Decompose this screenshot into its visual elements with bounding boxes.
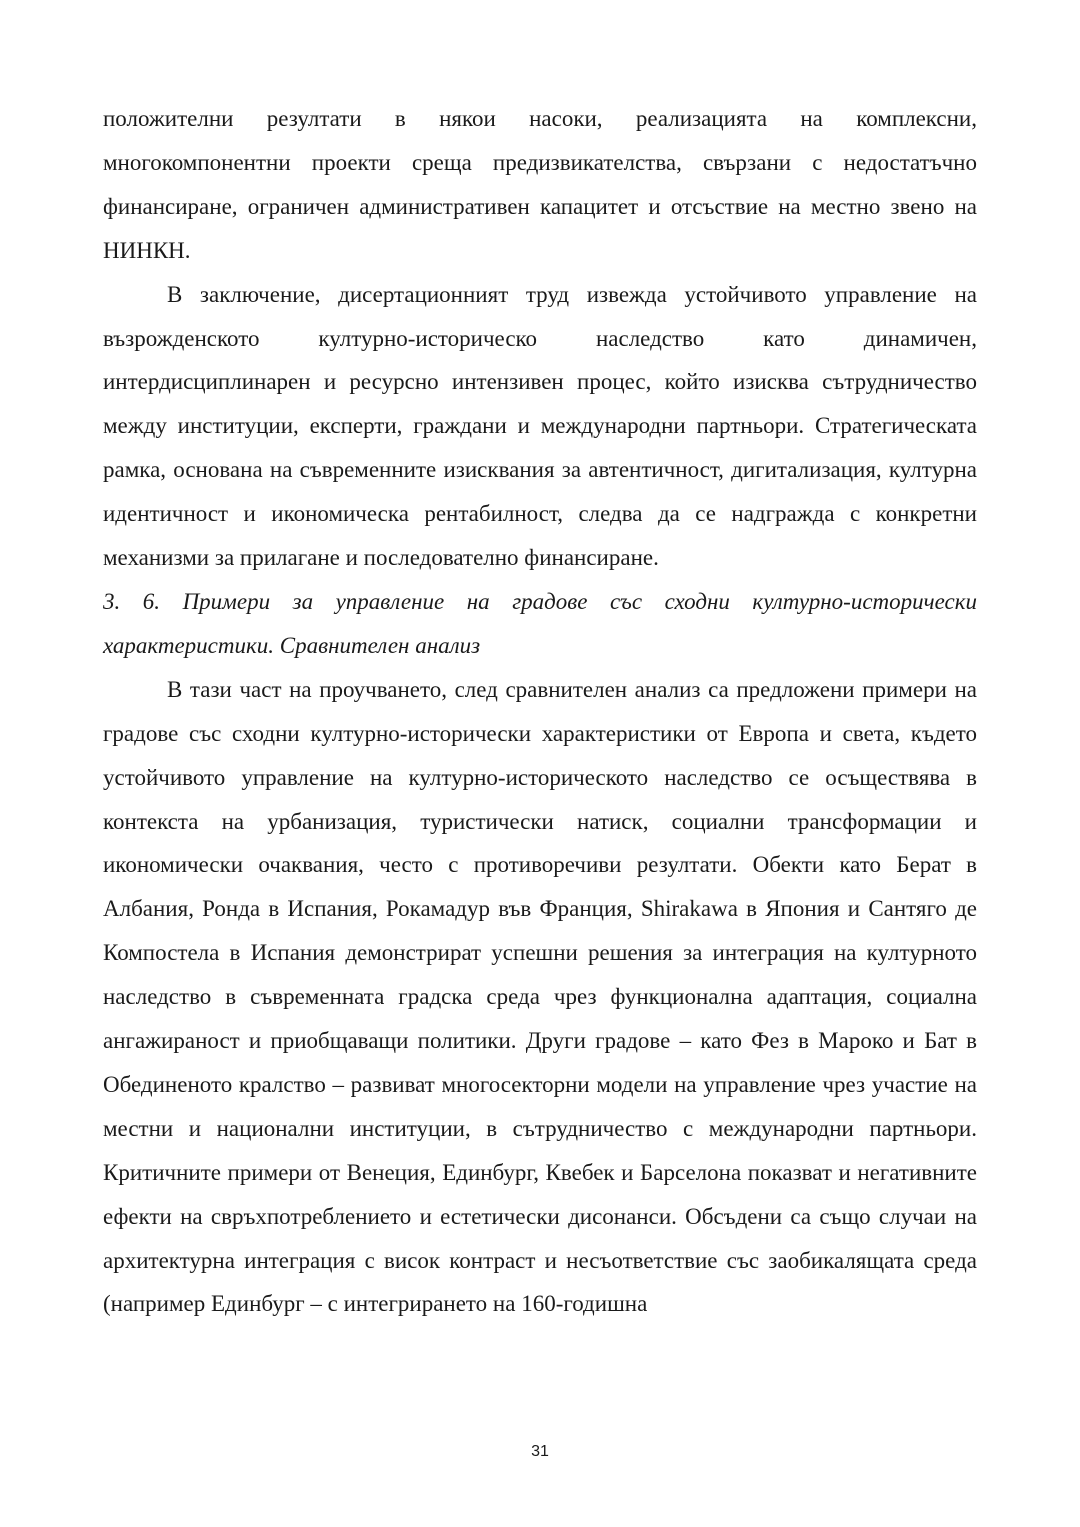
page-number: 31 (531, 1443, 549, 1460)
document-page (103, 97, 977, 1326)
paragraph-continuation: положителни резултати в някои насоки, реализацията на комплексни, многокомпонентни проекти среща предизвикателства, свързани с недостатъчно финансиране, ограничен административен капацитет и отсъствие на местно звено на НИНКН. (103, 106, 977, 263)
section-heading: 3. 6. Примери за управление на градове със сходни културно-исторически характеристики. Сравнителен анализ (103, 588, 977, 658)
paragraph-conclusion: В заключение, дисертационният труд извежда устойчивото управление на възрожденското културно-историческо наследство като динамичен, интердисциплинарен и ресурсно интензивен процес, който изисква сътрудничество между институции, експерти, граждани и международни партньори. Стратегическата рамка, основана на съвременните изисквания за автентичност, дигитализация, културна идентичност и икономическа рентабилност, следва да се надгражда с конкретни механизми за прилагане и последователно финансиране. (103, 281, 977, 571)
paragraph-comparative-analysis: В тази част на проучването, след сравнителен анализ са предложени примери на градове със сходни културно-исторически характеристики от Европа и света, където устойчивото управление на културно-историческото наследство се осъществява в контекста на урбанизация, туристически натиск, социални трансформации и икономически очаквания, често с противоречиви резултати. Обекти като Берат в Албания, Ронда в Испания, Рокамадур във Франция, Shirakawa в Япония и Сантяго де Компостела в Испания демонстрират успешни решения за интеграция на културното наследство в съвременната градска среда чрез функционална адаптация, социална ангажираност и приобщаващи политики. Други градове – като Фез в Мароко и Бат в Обединеното кралство – развиват многосекторни модели на управление чрез участие на местни и национални институции, в сътрудничество с международни партньори. Критичните примери от Венеция, Единбург, Квебек и Барселона показват и негативните ефекти на свръхпотреблението и естетически дисонанси. Обсъдени са също случаи на архитектурна интеграция с висок контраст и несъответствие със заобикалящата среда (например Единбург – с интегрирането на 160-годишна (103, 676, 977, 1317)
